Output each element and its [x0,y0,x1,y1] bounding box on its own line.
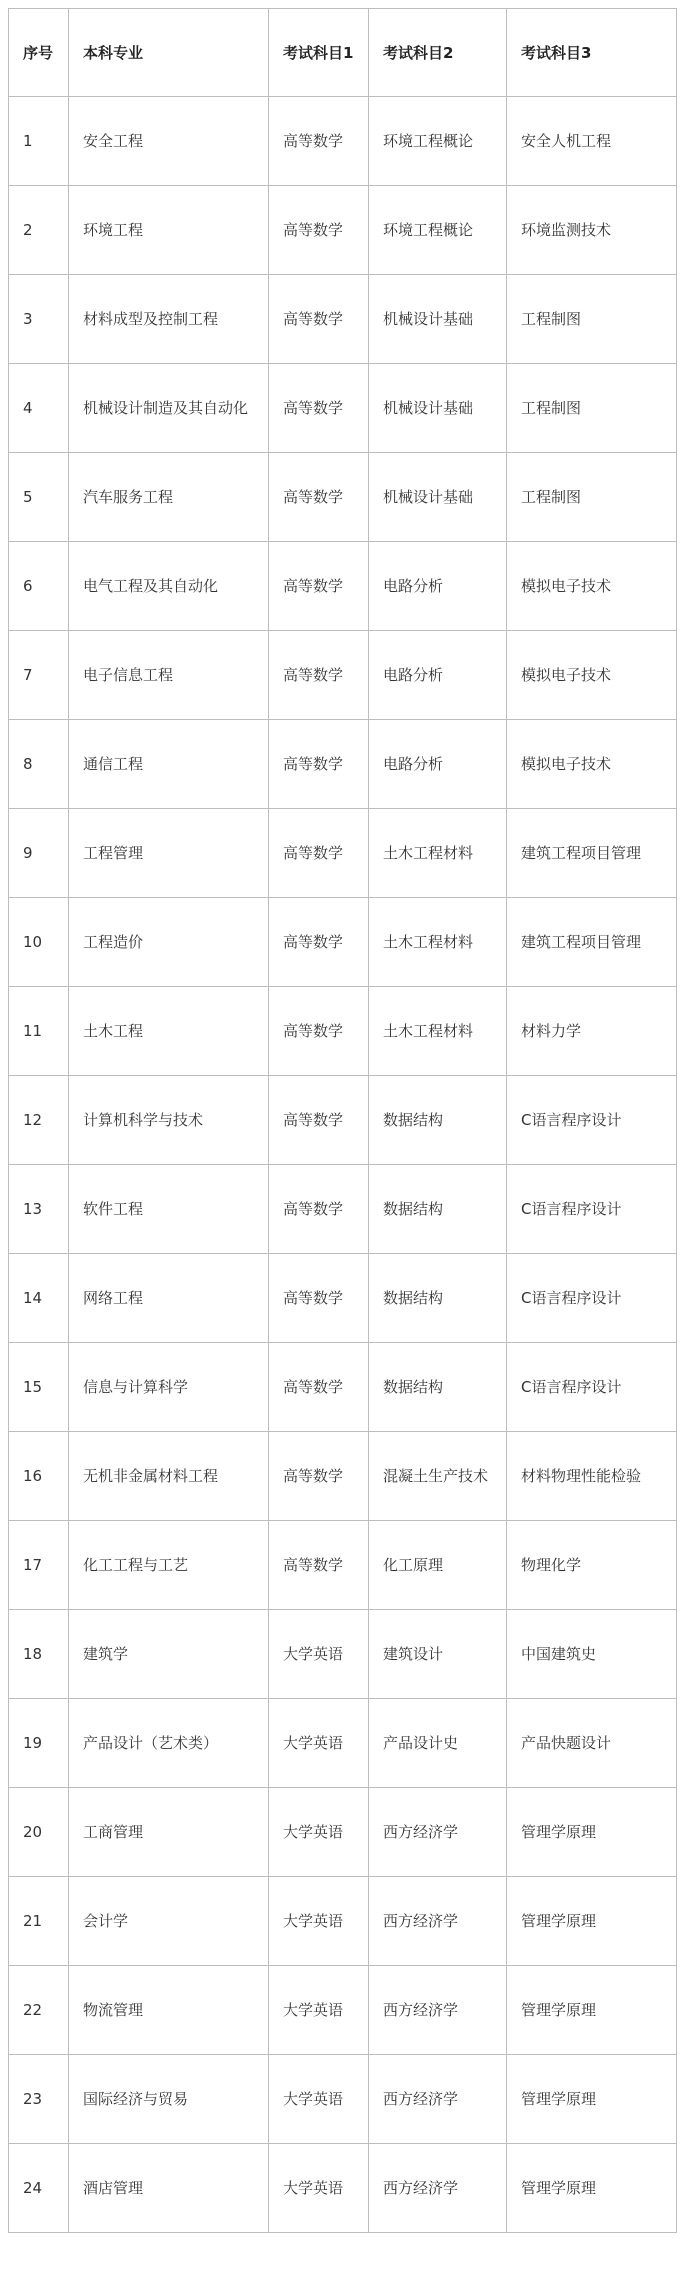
cell-subject-3: 工程制图 [507,453,677,542]
cell-major: 国际经济与贸易 [69,2055,269,2144]
cell-index: 4 [9,364,69,453]
cell-subject-1: 高等数学 [269,1343,369,1432]
cell-subject-3: 材料物理性能检验 [507,1432,677,1521]
page-content [8,8,677,2233]
cell-subject-3: 材料力学 [507,987,677,1076]
table-row [9,898,677,987]
cell-subject-2: 西方经济学 [369,2055,507,2144]
cell-subject-1: 大学英语 [269,1699,369,1788]
cell-subject-3: 工程制图 [507,364,677,453]
cell-subject-3: 建筑工程项目管理 [507,898,677,987]
table-row [9,2144,677,2233]
cell-subject-3: 管理学原理 [507,2144,677,2233]
table-row [9,1788,677,1877]
table-row [9,631,677,720]
cell-index: 14 [9,1254,69,1343]
table-body [9,97,677,2233]
cell-subject-1: 大学英语 [269,1966,369,2055]
table-row [9,453,677,542]
cell-major: 工商管理 [69,1788,269,1877]
cell-subject-3: 模拟电子技术 [507,631,677,720]
table-row [9,1432,677,1521]
cell-major: 工程管理 [69,809,269,898]
cell-subject-2: 建筑设计 [369,1610,507,1699]
table-row [9,1165,677,1254]
cell-major: 建筑学 [69,1610,269,1699]
cell-subject-2: 数据结构 [369,1343,507,1432]
cell-index: 23 [9,2055,69,2144]
table-row [9,1966,677,2055]
cell-subject-2: 土木工程材料 [369,809,507,898]
cell-subject-1: 高等数学 [269,631,369,720]
cell-index: 19 [9,1699,69,1788]
cell-subject-2: 西方经济学 [369,1788,507,1877]
table-row [9,987,677,1076]
cell-subject-3: 模拟电子技术 [507,542,677,631]
cell-subject-1: 高等数学 [269,453,369,542]
table-row [9,1877,677,1966]
table-row [9,1521,677,1610]
cell-index: 1 [9,97,69,186]
header-subject-1: 考试科目1 [269,9,369,97]
cell-subject-1: 高等数学 [269,97,369,186]
cell-subject-3: 物理化学 [507,1521,677,1610]
cell-subject-3: C语言程序设计 [507,1076,677,1165]
cell-subject-1: 高等数学 [269,1165,369,1254]
table-row [9,1076,677,1165]
cell-subject-3: C语言程序设计 [507,1254,677,1343]
cell-major: 软件工程 [69,1165,269,1254]
cell-subject-1: 高等数学 [269,1432,369,1521]
cell-subject-3: 管理学原理 [507,1966,677,2055]
cell-major: 酒店管理 [69,2144,269,2233]
cell-index: 22 [9,1966,69,2055]
table-row [9,2055,677,2144]
cell-index: 5 [9,453,69,542]
cell-major: 材料成型及控制工程 [69,275,269,364]
table-row [9,1699,677,1788]
table-row [9,809,677,898]
cell-subject-3: C语言程序设计 [507,1343,677,1432]
cell-major: 产品设计（艺术类） [69,1699,269,1788]
cell-index: 16 [9,1432,69,1521]
cell-subject-2: 化工原理 [369,1521,507,1610]
cell-subject-1: 高等数学 [269,1076,369,1165]
cell-subject-1: 高等数学 [269,275,369,364]
cell-index: 21 [9,1877,69,1966]
cell-subject-3: C语言程序设计 [507,1165,677,1254]
cell-major: 无机非金属材料工程 [69,1432,269,1521]
table-row [9,97,677,186]
cell-major: 工程造价 [69,898,269,987]
cell-index: 13 [9,1165,69,1254]
cell-subject-3: 安全人机工程 [507,97,677,186]
cell-major: 电气工程及其自动化 [69,542,269,631]
cell-subject-1: 高等数学 [269,542,369,631]
cell-subject-2: 电路分析 [369,631,507,720]
table-row [9,275,677,364]
cell-index: 17 [9,1521,69,1610]
cell-index: 7 [9,631,69,720]
cell-major: 计算机科学与技术 [69,1076,269,1165]
cell-subject-3: 管理学原理 [507,1788,677,1877]
cell-subject-2: 数据结构 [369,1076,507,1165]
cell-index: 11 [9,987,69,1076]
cell-subject-3: 管理学原理 [507,1877,677,1966]
table-row [9,1343,677,1432]
cell-major: 机械设计制造及其自动化 [69,364,269,453]
cell-subject-2: 西方经济学 [369,1877,507,1966]
table-row [9,720,677,809]
cell-major: 会计学 [69,1877,269,1966]
cell-index: 3 [9,275,69,364]
cell-subject-2: 数据结构 [369,1165,507,1254]
cell-index: 8 [9,720,69,809]
cell-major: 汽车服务工程 [69,453,269,542]
table-row [9,542,677,631]
cell-subject-1: 大学英语 [269,1788,369,1877]
cell-subject-1: 高等数学 [269,1254,369,1343]
cell-subject-1: 大学英语 [269,1877,369,1966]
cell-subject-2: 西方经济学 [369,2144,507,2233]
cell-subject-2: 环境工程概论 [369,97,507,186]
table-row [9,1610,677,1699]
cell-subject-1: 大学英语 [269,2055,369,2144]
table-row [9,186,677,275]
cell-subject-1: 高等数学 [269,809,369,898]
cell-major: 信息与计算科学 [69,1343,269,1432]
cell-subject-3: 中国建筑史 [507,1610,677,1699]
cell-subject-3: 管理学原理 [507,2055,677,2144]
cell-subject-2: 环境工程概论 [369,186,507,275]
cell-subject-1: 大学英语 [269,2144,369,2233]
cell-subject-2: 数据结构 [369,1254,507,1343]
cell-index: 18 [9,1610,69,1699]
cell-subject-2: 产品设计史 [369,1699,507,1788]
cell-subject-3: 环境监测技术 [507,186,677,275]
cell-major: 网络工程 [69,1254,269,1343]
cell-subject-1: 高等数学 [269,1521,369,1610]
exam-subjects-table [8,8,677,2233]
header-subject-2: 考试科目2 [369,9,507,97]
table-row [9,1254,677,1343]
cell-index: 2 [9,186,69,275]
cell-subject-1: 高等数学 [269,898,369,987]
cell-subject-2: 机械设计基础 [369,275,507,364]
cell-index: 24 [9,2144,69,2233]
cell-subject-2: 电路分析 [369,720,507,809]
cell-index: 12 [9,1076,69,1165]
cell-major: 化工工程与工艺 [69,1521,269,1610]
cell-major: 通信工程 [69,720,269,809]
cell-subject-2: 机械设计基础 [369,364,507,453]
cell-index: 6 [9,542,69,631]
cell-major: 土木工程 [69,987,269,1076]
cell-subject-1: 大学英语 [269,1610,369,1699]
cell-subject-2: 电路分析 [369,542,507,631]
table-header-row [9,9,677,97]
cell-subject-1: 高等数学 [269,987,369,1076]
cell-index: 10 [9,898,69,987]
cell-subject-3: 产品快题设计 [507,1699,677,1788]
cell-major: 环境工程 [69,186,269,275]
header-index: 序号 [9,9,69,97]
cell-subject-1: 高等数学 [269,720,369,809]
cell-subject-2: 土木工程材料 [369,987,507,1076]
cell-subject-2: 机械设计基础 [369,453,507,542]
header-subject-3: 考试科目3 [507,9,677,97]
cell-subject-2: 土木工程材料 [369,898,507,987]
cell-subject-3: 建筑工程项目管理 [507,809,677,898]
cell-subject-3: 模拟电子技术 [507,720,677,809]
cell-index: 15 [9,1343,69,1432]
cell-major: 电子信息工程 [69,631,269,720]
cell-subject-2: 西方经济学 [369,1966,507,2055]
cell-major: 物流管理 [69,1966,269,2055]
cell-subject-3: 工程制图 [507,275,677,364]
cell-subject-2: 混凝土生产技术 [369,1432,507,1521]
cell-subject-1: 高等数学 [269,364,369,453]
cell-index: 9 [9,809,69,898]
cell-subject-1: 高等数学 [269,186,369,275]
cell-major: 安全工程 [69,97,269,186]
table-row [9,364,677,453]
header-major: 本科专业 [69,9,269,97]
cell-index: 20 [9,1788,69,1877]
